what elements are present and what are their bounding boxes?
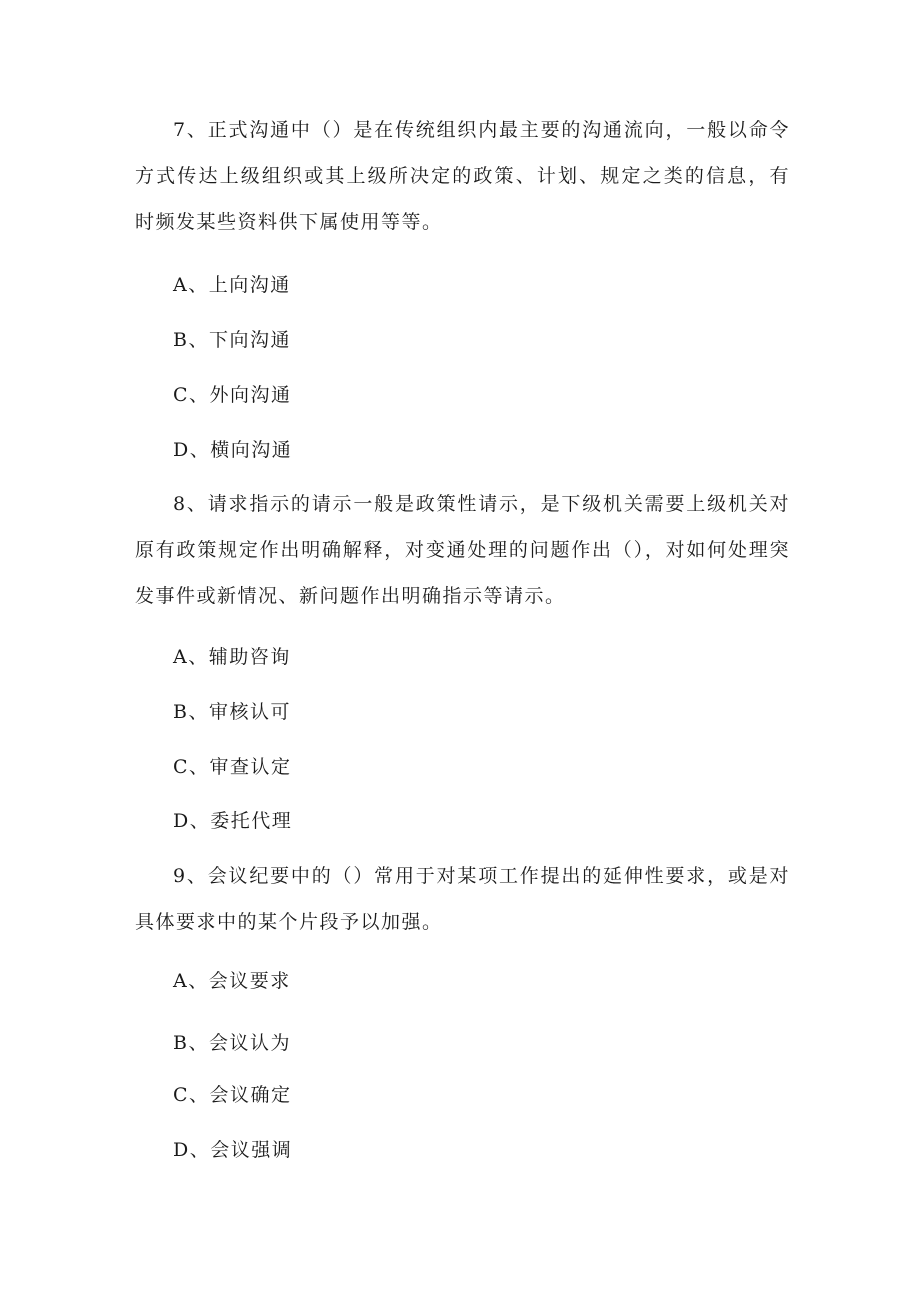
question-7-option-b: B、下向沟通 [173, 329, 291, 351]
question-7-option-d: D、横向沟通 [173, 439, 293, 461]
question-9-option-c: C、会议确定 [173, 1084, 292, 1106]
question-8-option-a: A、辅助咨询 [173, 646, 291, 668]
question-9-stem: 9、会议纪要中的（）常用于对某项工作提出的延伸性要求，或是对具体要求中的某个片段予以加强。 [135, 865, 790, 933]
question-8-stem: 8、请求指示的请示一般是政策性请示，是下级机关需要上级机关对原有政策规定作出明确解释，对变通处理的问题作出（），对如何处理突发事件或新情况、新问题作出明确指示等请示。 [135, 493, 790, 607]
question-8-option-c: C、审查认定 [173, 756, 292, 778]
question-7-option-a: A、上向沟通 [173, 274, 291, 296]
question-9-option-d: D、会议强调 [173, 1139, 293, 1161]
question-8-option-d: D、委托代理 [173, 810, 293, 832]
question-9-option-a: A、会议要求 [173, 970, 291, 992]
question-8-option-b: B、审核认可 [173, 701, 291, 723]
question-7-stem: 7、正式沟通中（）是在传统组织内最主要的沟通流向，一般以命令方式传达上级组织或其上级所决定的政策、计划、规定之类的信息，有时频发某些资料供下属使用等等。 [135, 119, 790, 233]
question-7-option-c: C、外向沟通 [173, 384, 292, 406]
question-9-option-b: B、会议认为 [173, 1032, 291, 1054]
